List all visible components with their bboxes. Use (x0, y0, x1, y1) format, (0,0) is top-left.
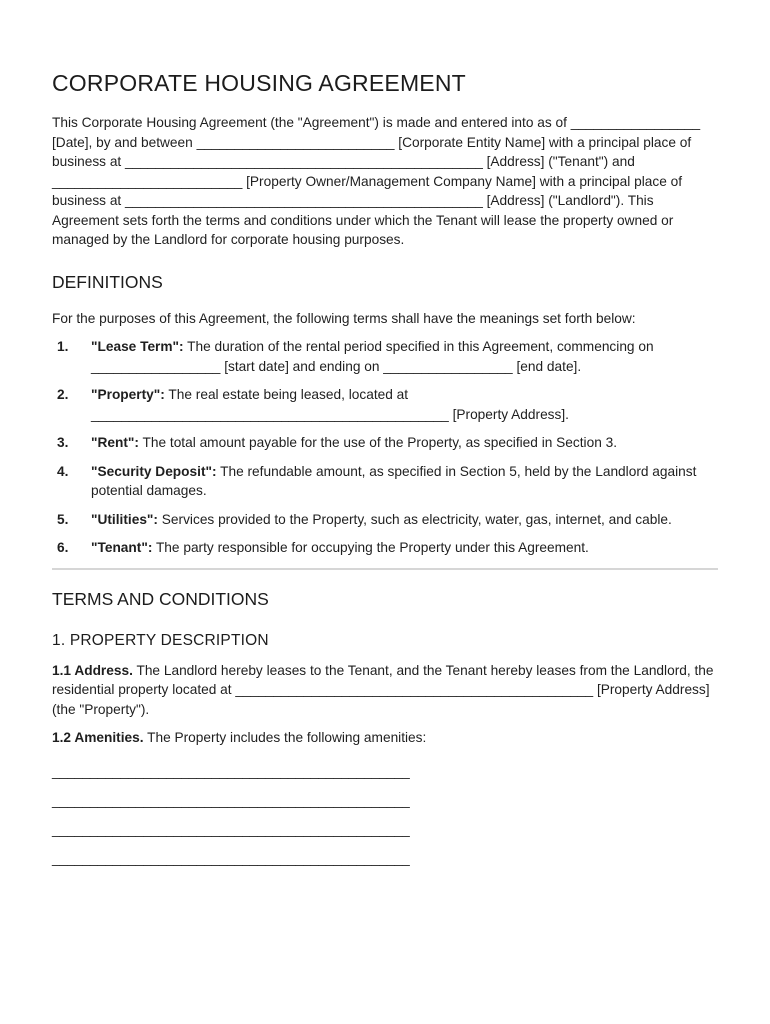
definition-text: The party responsible for occupying the Property under this Agreement. (152, 540, 589, 555)
clause-label: 1.1 Address. (52, 662, 133, 678)
intro-paragraph: This Corporate Housing Agreement (the "Agreement") is made and entered into as of _________________ [Date], by and between __________________________ [Corporate Entity Name] with a principal place of business at _______________________________________________ [Address] ("Tenant") and _________________________ [Property Owner/Management Company Name] with a principal place of business at _______________________________________________ [Address] ("Landlord"). This Agreement sets forth the terms and conditions under which the Tenant will lease the property owned or managed by the Landlord for corporate housing purposes. (52, 115, 701, 247)
definition-term: "Tenant": (91, 540, 153, 555)
definition-text: The total amount payable for the use of the Property, as specified in Section 3. (138, 435, 618, 450)
clause-1-1 (52, 661, 718, 720)
definition-term: "Property": (91, 387, 165, 402)
clause-text: The Property includes the following amenities: (143, 730, 427, 745)
definitions-list (52, 337, 718, 558)
terms-heading: TERMS AND CONDITIONS (52, 588, 269, 609)
definitions-lead: For the purposes of this Agreement, the following terms shall have the meanings set forth below: (52, 310, 636, 326)
definition-term: "Rent": (91, 435, 139, 450)
document-page (52, 70, 718, 873)
clause-1-2 (52, 728, 718, 748)
amenity-blank-line[interactable]: _______________________________________________ (52, 821, 410, 837)
definition-item: 1. "Lease Term": The duration of the rental period specified in this Agreement, commencing on _________________ [start date] and ending on _________________ [end date]. (57, 339, 654, 374)
definition-text: The refundable amount, as specified in Section 5, held by the Landlord against potential damages. (91, 463, 697, 498)
amenities-blanks (52, 757, 718, 873)
clause-text: The Landlord hereby leases to the Tenant, and the Tenant hereby leases from the Landlord, the residential property located at _______________________________________________ [Property Address] (the "Property"). (52, 662, 714, 717)
amenity-blank-line[interactable]: _______________________________________________ (52, 763, 410, 779)
definition-term: "Utilities": (91, 511, 158, 527)
definition-item: 5. "Utilities": Services provided to the Property, such as electricity, water, gas, internet, and cable. (57, 511, 672, 527)
section-divider (52, 568, 718, 570)
definition-text: Services provided to the Property, such as electricity, water, gas, internet, and cable. (157, 511, 672, 527)
definition-text: The duration of the rental period specified in this Agreement, commencing on _________________ [start date] and ending on _________________ [end date]. (91, 339, 654, 374)
section-1-heading: 1. PROPERTY DESCRIPTION (52, 631, 269, 649)
amenity-blank-line[interactable]: _______________________________________________ (52, 850, 410, 866)
definition-term: "Lease Term": (91, 339, 184, 354)
definitions-heading: DEFINITIONS (52, 271, 163, 292)
definition-item: 3. "Rent": The total amount payable for the use of the Property, as specified in Section 3. (57, 435, 618, 450)
document-title: CORPORATE HOUSING AGREEMENT (52, 70, 466, 96)
definition-text: The real estate being leased, located at _______________________________________________ [Property Address]. (91, 387, 569, 422)
clause-label: 1.2 Amenities. (52, 730, 144, 745)
definition-term: "Security Deposit": (91, 463, 217, 479)
definition-item: 2. "Property": The real estate being leased, located at _______________________________________________ [Property Address]. (57, 387, 569, 422)
amenity-blank-line[interactable]: _______________________________________________ (52, 792, 410, 808)
definition-item: 6. "Tenant": The party responsible for occupying the Property under this Agreement. (57, 540, 589, 555)
definition-item: 4. "Security Deposit": The refundable amount, as specified in Section 5, held by the Landlord against potential damages. (57, 463, 697, 498)
